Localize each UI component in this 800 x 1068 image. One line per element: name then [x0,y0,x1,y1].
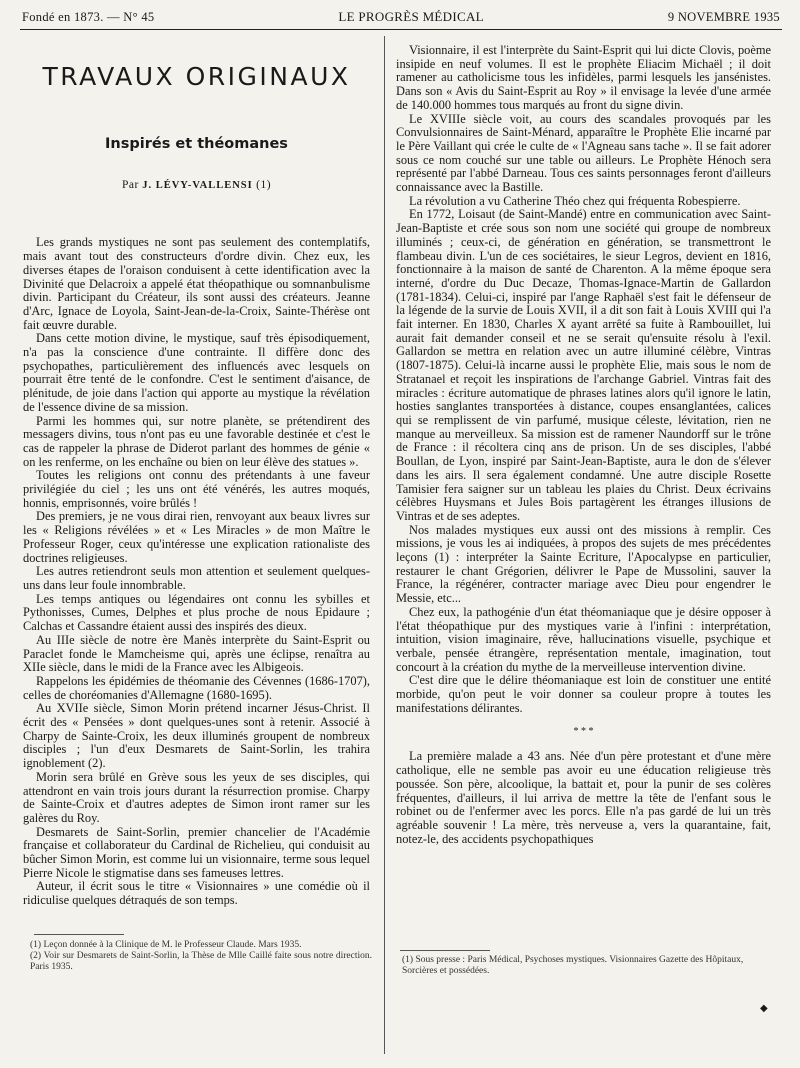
byline-prefix: Par [121,178,139,191]
footnote: (1) Leçon donnée à la Clinique de M. le Professeur Claude. Mars 1935. [30,940,302,950]
paragraph: Morin sera brûlé en Grève sous les yeux de ses disciples, qui attendront en vain trois jours durant la résurrection promise. Charpy de Sainte-Croix et d'autres adeptes de Simon iront ramer sur les galères du Roy. [23,769,370,825]
paragraph: Des premiers, je ne vous dirai rien, renvoyant aux beaux livres sur les « Religions révélées » et « Les Miracles » de mon Maître le Professeur Roger, ceux qu'intéresse une explication rationaliste des doctrines religieuses. [23,509,370,565]
paragraph: C'est dire que le délire théomaniaque est loin de constituer une entité morbide, qu'on peut le voir donner sa couleur propre à toutes les manifestations délirantes. [396,673,771,715]
paragraph: Le XVIIIe siècle voit, au cours des scandales provoqués par les Convulsionnaires de Saint-Ménard, apparaître le Prophète Elie incarné par le Père Vaillant qui crée le culte de « l'Agneau sans tache ». Il se fait adorer sous ce nom couché sur une table ou ailleurs. Le Prophète Hénoch sera représenté par l'abbé Darneau. Tous ces saints personnages feront d'ailleurs connaissance avec la Bastille. [396,111,771,195]
article-title: Inspirés et théomanes [105,136,288,152]
running-header [22,8,780,26]
left-column [23,40,370,908]
header-founded: Fondé en 1873. — N° 45 [22,9,155,24]
footnote: (2) Voir sur Desmarets de Saint-Sorlin, la Thèse de Mlle Caillé faite sous notre direction. Paris 1935. [30,951,372,972]
paragraph: La première malade a 43 ans. Née d'un père protestant et d'une mère catholique, elle ne semble pas avoir eu une éducation religieuse très poussée. Son père, alcoolique, la battait et, pour la punir de ses colères fréquentes, d'ailleurs, il lui arriva de mettre la tête de l'enfant sous le robinet ou de l'enfermer avec les porcs. Elle n'a pas gardé de lui un très agréable souvenir ! La mère, très nerveuse a, vers la quarantaine, fait, notez-le, des accidents psychopathiques [396,749,771,846]
right-footnotes [402,955,770,977]
paragraph: Parmi les hommes qui, sur notre planète, se prétendirent des messagers divins, tous n'ont pas eu une favorable destinée et c'est le cas de rappeler la phrase de Diderot parlant des hommes de génie « on les renferme, on les enchaîne ou bien on leur élève des statues ». [23,413,370,469]
paragraph: Visionnaire, il est l'interprète du Saint-Esprit qui lui dicte Clovis, poème insipide en neuf volumes. Il est le prophète Eliacim Michaël ; il doit ramener au catholicisme tous les infidèles, parmi lesquels les jansénistes. Dans son « Avis du Saint-Esprit au Roy » il envisage la levée d'une armée de 140.000 hommes tous marqués au front du signe divin. [396,43,771,112]
issue-date: 9 NOVEMBRE 1935 [667,9,780,24]
header-rule [20,29,782,30]
paragraph: Toutes les religions ont connu des prétendants à une faveur privilégiée du ciel ; les uns ont été vénérés, les autres moqués, honnis, emprisonnés, voire brûlés ! [23,468,370,510]
byline-note: (1) [256,178,272,191]
paragraph: Les autres retiendront seuls mon attention et seulement quelques-uns dans leur foule innombrable. [23,564,370,592]
paragraph: En 1772, Loisaut (de Saint-Mandé) entre en communication avec Saint-Jean-Baptiste et crée sous son nom une société qui groupe de nombreux illuminés ; ceux-ci, de génération en génération, se transmettront le flambeau divin. L'un de ces sociétaires, le sieur Legros, devient en 1816, fonctionnaire à la maison de santé de Charenton. A la même époque sera interné, d'ordre du Duc Decaze, Thomas-Ignace-Martin de Gallardon (1781-1834). Celui-ci, inspiré par l'ange Raphaël s'est fait le défenseur de la légende de la survie de Louis XVII, il a dit son fait à Louis XVIII qui l'a fait interner. En 1830, Charles X ayant arrêté sa fuite à Rambouillet, lui aurait fait demander conseil et ne se serait qu'ensuite résolu à l'exil. Gallardon se mettra en relation avec un autre illuminé célèbre, Vintras (1807-1875). Celui-là incarne aussi le prophète Elie, mais sous le nom de Stratanael et reçoit les inspirations de l'archange Gabriel. Vintras fait des miracles : écriture automatique de phrases latines alors qu'il ignore le latin, hosties sanglantes transportées à distance, coupes ensanglantées, calices qui se remplissent de vin parfumé, musique céleste, lévitation, rien ne manque au merveilleux. Sa mission est de ramener Naundorff sur le trône de France : il récoltera cinq ans de prison. Un de ses disciples, l'abbé Boullan, de Lyon, inspiré par Saint-Jean-Baptiste, aura le don de s'élever dans les airs. Il sera également condamné. Une autre disciple Rosette Tamisier fera saigner sur un tableau les plaies du Christ. Deux écrivains célèbres Huysmans et Jules Bois partagèrent les étranges illusions de Vintras et de ses adeptes. [396,207,771,523]
journal-name: LE PROGRÈS MÉDICAL [338,9,484,24]
paragraph: Au IIIe siècle de notre ère Manès interprète du Saint-Esprit ou Paraclet fonde le Mamcheisme qui, après une éclipse, renaîtra au XIIe siècle, dans le midi de la France avec les Albigeois. [23,632,370,675]
paragraph: Les temps antiques ou légendaires ont connu les sybilles et Pythonisses, Cumes, Delphes et plus proche de nous Epidaure ; Calchas et Cassandre étaient aussi des inspirés des dieux. [23,591,370,634]
column-rule [384,36,385,1054]
byline [23,179,370,193]
paragraph: Les grands mystiques ne sont pas seulement des contemplatifs, mais avant tout des constructeurs d'ordre divin. Chez eux, les diverses étapes de l'oraison conduisent à cette identification avec la Divinité que Delacroix a appelé état théopathique ou somnanbulisme divin. Participant du Créateur, ils sont aussi des créateurs. Jeanne d'Arc, Ignace de Loyola, Saint-Jean-de-la-Croix, Sainte-Thérèse ont fait œuvre durable. [23,235,370,332]
paragraph: Dans cette motion divine, le mystique, sauf très épisodiquement, n'a pas la conscience d'une contrainte. Il diffère donc des psychopathes, particulièrement des influencés avec lesquels on pourrait être tenté de le confondre. C'est le sentiment d'aisance, de plénitude, de joie dans l'action qui apporte au mystique la révélation de l'essence divine de sa mission. [23,331,370,414]
paragraph: Auteur, il écrit sous le titre « Visionnaires » une comédie où il ridiculise quelques détraqués de son temps. [23,879,370,908]
footnote: (1) Sous presse : Paris Médical, Psychoses mystiques. Visionnaires Gazette des Hôpitaux, Sorcières et possédées. [402,955,744,976]
paragraph: Nos malades mystiques eux aussi ont des missions à remplir. Ces missions, je vous les ai indiquées, à propos des sujets de mes précédentes leçons (1) : interpréter la Sainte Ecriture, l'Apocalypse en particulier, restaurer le chant Grégorien, délivrer le Pape de Mussolini, sauver la France, la régénérer, contracter mariage avec Dieu pour engendrer le Messie, etc... [396,522,771,606]
author-name: J. LÉVY-VALLENSI [142,179,253,191]
end-mark-icon: ◆ [760,1003,768,1014]
left-footnotes [30,940,372,973]
paragraph: Chez eux, la pathogénie d'un état théomaniaque que je désire opposer à l'état théopathique pur des mystiques varie à l'infini : interprétation, intuition, vision imaginaire, rêve, hallucinations visuelle, psychique et verbale, pensée étrangère, représentation mentale, imagination, tout concourt à la création du mythe de la merveilleuse intervention divine. [396,604,771,674]
footnote-rule [400,950,490,951]
right-column [396,44,771,846]
paragraph: Desmarets de Saint-Sorlin, premier chancelier de l'Académie française et collaborateur du Cardinal de Richelieu, qui conduisit au bûcher Simon Morin, est comme lui un visionnaire, terme sous lequel Pierre Nicole le stigmatise dans ses fameuses lettres. [23,824,370,880]
paragraph: Au XVIIe siècle, Simon Morin prétend incarner Jésus-Christ. Il écrit des « Pensées » dont quelques-unes sont à retenir. Associé à Charpy de Sainte-Croix, les deux illuminés groupent de nombreux disciples ; l'un d'eux Desmarets de Saint-Sorlin, les trahira ignoblement (2). [23,701,370,771]
footnote-rule [34,934,124,935]
paragraph: La révolution a vu Catherine Théo chez qui fréquenta Robespierre. [409,193,741,208]
paragraph: Rappelons les épidémies de théomanie des Cévennes (1686-1707), celles de choréomanies d'Allemagne (1680-1695). [23,673,370,702]
section-title: TRAVAUX ORIGINAUX [42,62,351,91]
asterism: * * * [573,726,594,738]
